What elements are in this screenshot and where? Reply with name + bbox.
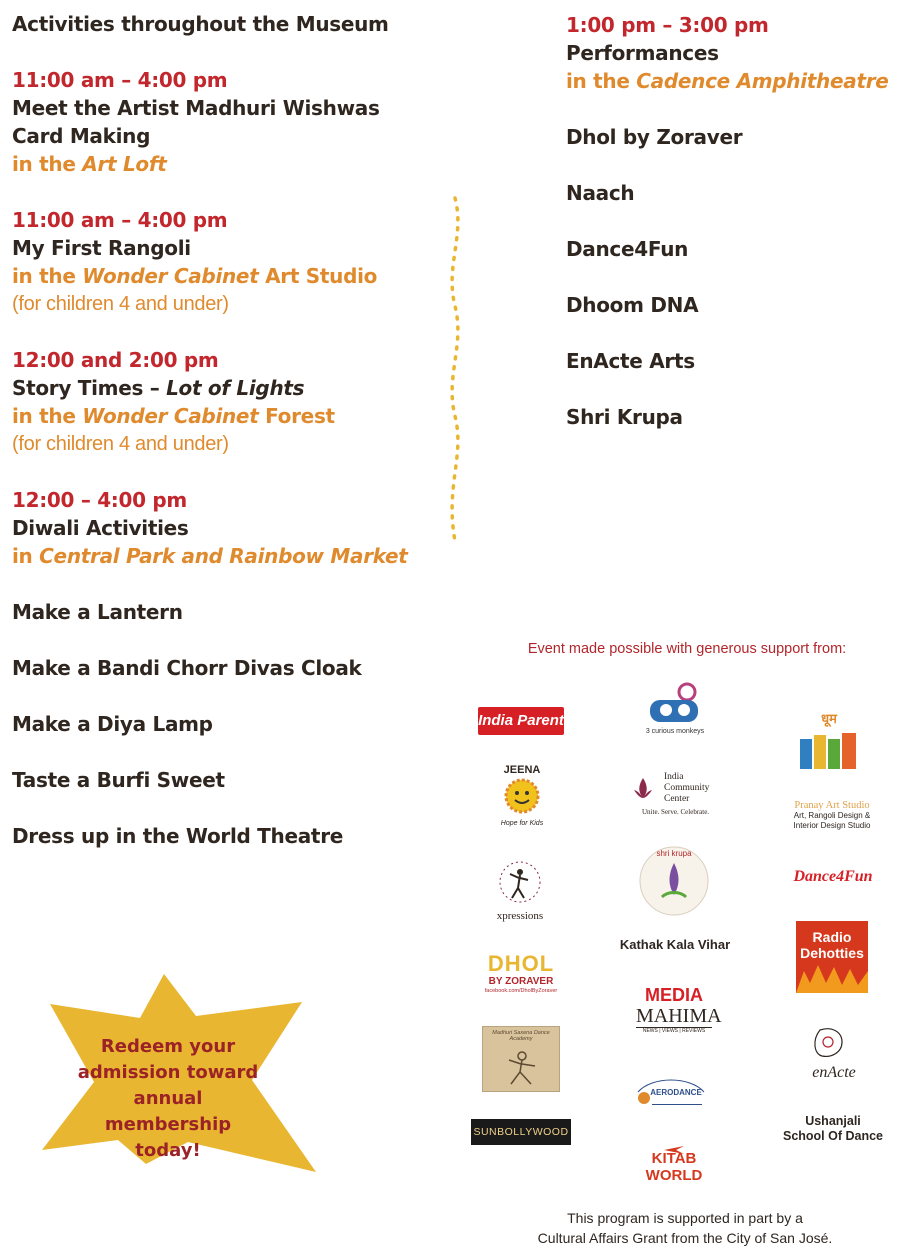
kitab-world-logo: KITAB WORLD [624,1142,724,1172]
xpressions-logo: xpressions [486,858,554,920]
activity-location: in Central Park and Rainbow Market [12,544,408,568]
ushanjali-school-of-dance-label: Ushanjali School Of Dance [782,1114,884,1143]
activity-title: Meet the Artist Madhuri Wishwas [12,96,380,120]
activity-note: (for children 4 and under) [12,293,229,315]
performer-item: Dhol by Zoraver [566,125,743,149]
activity-location: in the Wonder Cabinet Art Studio [12,264,378,288]
radio-dehotties-logo: Radio Dehotties [796,921,868,993]
activity-note: (for children 4 and under) [12,433,229,455]
dancer-sketch-icon [483,1042,561,1092]
jeena-logo: JEENA Hope for Kids [492,764,552,834]
museum-activities-column [12,10,442,850]
activity-time: 12:00 – 4:00 pm [12,488,187,512]
activity-item: Make a Lantern [12,600,183,624]
sponsors-heading: Event made possible with generous support from: [527,641,847,657]
activity-item: Make a Bandi Chorr Divas Cloak [12,656,362,680]
activity-time: 11:00 am – 4:00 pm [12,208,228,232]
enacte-logo: enActe [798,1026,870,1082]
aerodance-logo: AERODANCE [632,1072,710,1114]
performance-location: in the Cadence Amphitheatre [566,69,889,93]
performer-item: Naach [566,181,635,205]
kathak-kala-vihar-label: Kathak Kala Vihar [619,937,731,952]
activities-heading: Activities throughout the Museum [12,12,389,36]
sun-icon [492,776,552,816]
membership-promo-text: Redeem your admission toward annual membership today! [77,1036,259,1161]
india-parent-logo: India Parent [478,707,564,735]
activity-item: Taste a Burfi Sweet [12,768,225,792]
lotus-icon [632,776,654,802]
activity-title: My First Rangoli [12,236,191,260]
activity-location: in the Wonder Cabinet Forest [12,404,335,428]
pranay-art-studio-logo: Pranay Art Studio Art, Rangoli Design & Interior Design Studio [793,800,871,830]
activity-title: Diwali Activities [12,516,189,540]
dancers-icon [794,727,864,771]
activity-title: Story Times – Lot of Lights [12,376,305,400]
performer-item: Dhoom DNA [566,293,699,317]
curious-monkeys-logo: 3 curious monkeys [636,682,714,738]
performance-title: Performances [566,41,719,65]
dhol-by-zoraver-logo: DHOL BY ZORAVER facebook.com/DholByZoraver [484,951,558,994]
dancer-figure-icon [486,858,554,906]
mask-icon [798,1026,870,1060]
activity-block-rangoli [12,206,442,318]
activity-block-story-times [12,346,442,458]
performer-item: Shri Krupa [566,405,683,429]
shri-krupa-logo: shri krupa [638,845,710,917]
activity-item: Dress up in the World Theatre [12,824,344,848]
activity-item: Make a Diya Lamp [12,712,213,736]
activity-location: in the Art Loft [12,152,167,176]
madhuri-saxena-dance-academy-logo: Madhuri Saxena Dance Academy [482,1026,560,1092]
dotted-divider [440,196,470,546]
activity-subtitle: Card Making [12,124,151,148]
activity-block-diwali [12,486,442,570]
dhoom-logo: धूम [794,709,864,771]
activity-time: 11:00 am – 4:00 pm [12,68,228,92]
performances-column [566,11,896,431]
india-community-center-logo: India Community Center Unite. Serve. Celebrate. [632,772,722,818]
grant-footer: This program is supported in part by a Cultural Affairs Grant from the City of San José. [537,1210,833,1246]
activity-time: 12:00 and 2:00 pm [12,348,219,372]
performance-time: 1:00 pm – 3:00 pm [566,13,769,37]
dance4fun-logo: Dance4Fun [793,868,873,885]
media-mahima-logo: MEDIA MAHIMA NEWS | VIEWS | REVIEWS [636,985,722,1034]
performer-item: EnActe Arts [566,349,695,373]
sunbollywood-logo: SUNBOLLYWOOD [471,1119,571,1145]
activity-block-artist [12,66,442,178]
monkey-icon [636,682,714,724]
performer-item: Dance4Fun [566,237,689,261]
